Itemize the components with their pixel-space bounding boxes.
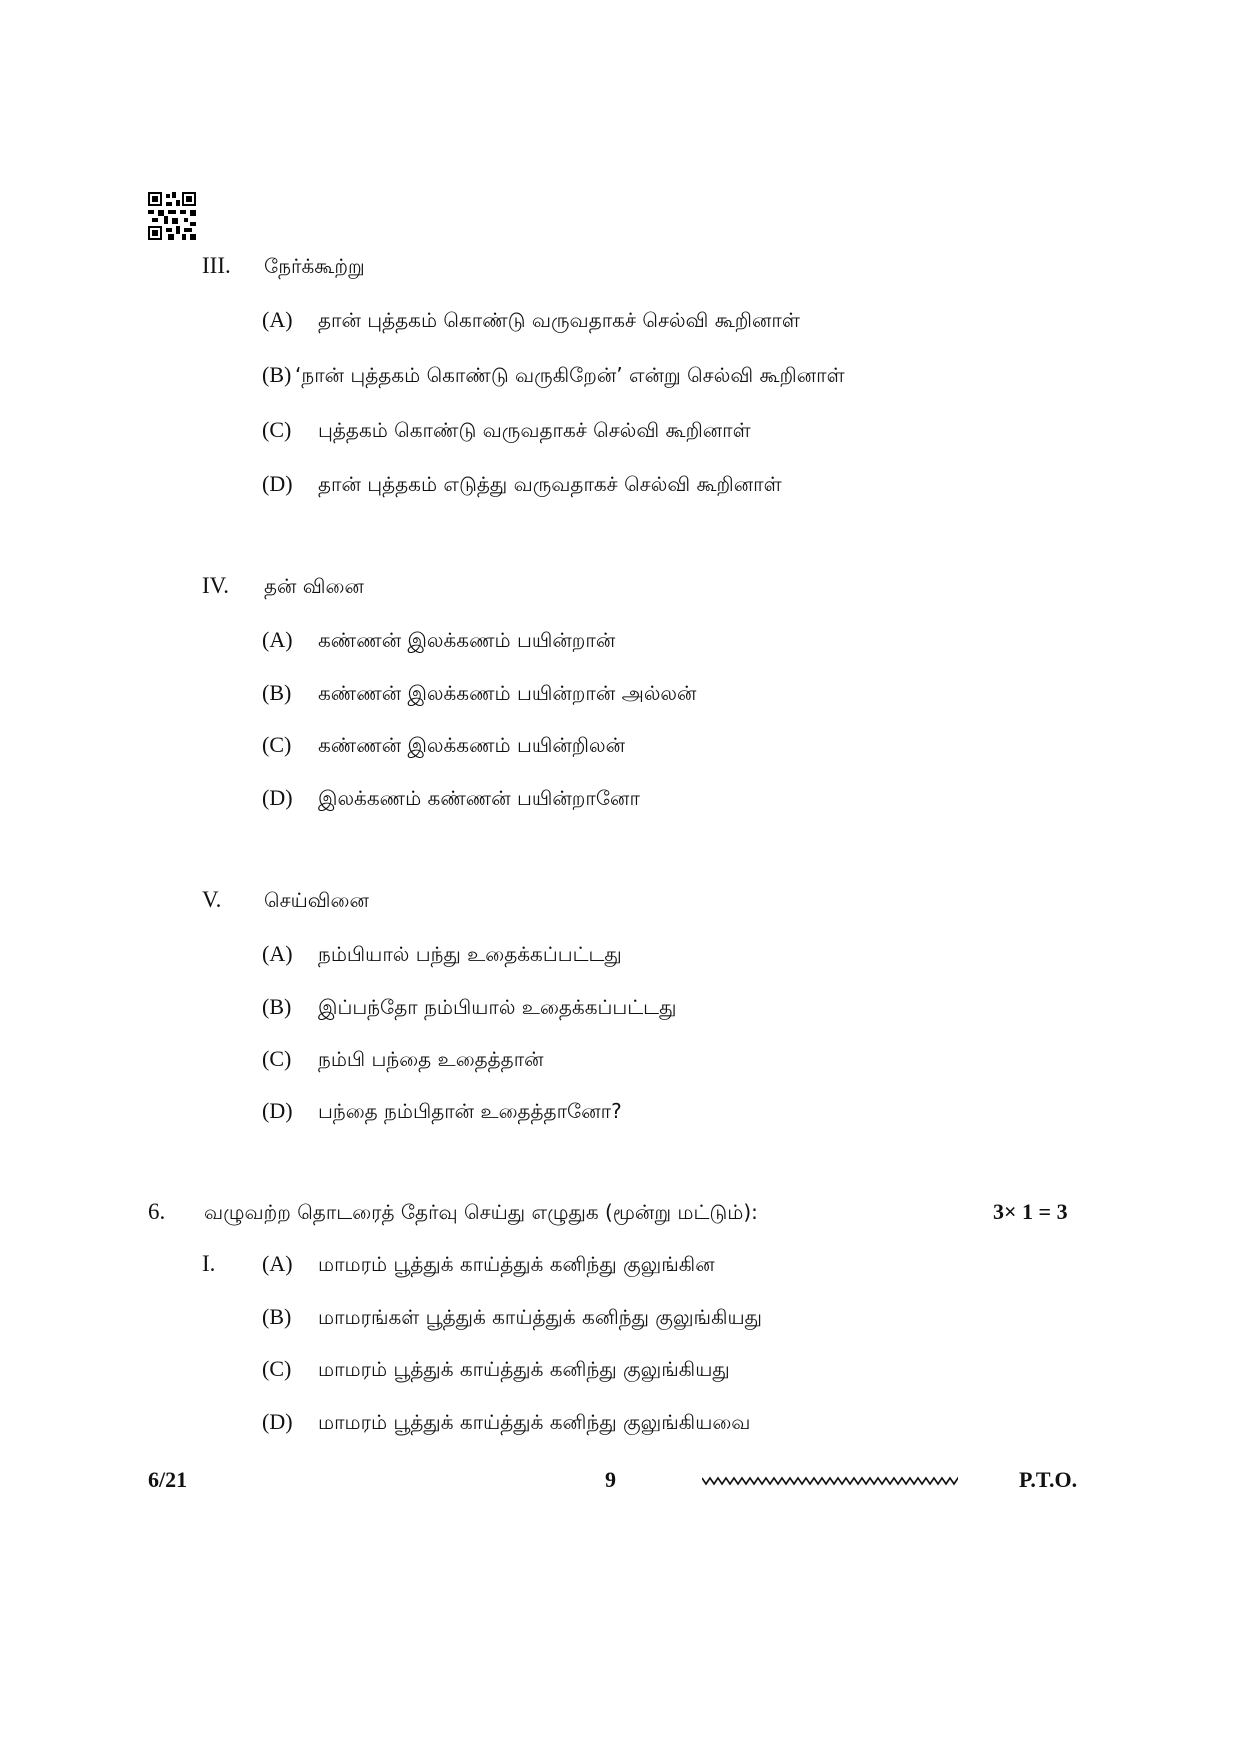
section-v-numeral: V.	[202, 887, 222, 912]
section-iii-heading: நேர்க்கூற்று	[264, 254, 365, 278]
option-text: ‘நான் புத்தகம் கொண்டு வருகிறேன்’ என்று செல்வி கூறினாள்	[295, 363, 845, 387]
page-number: 9	[605, 1467, 616, 1492]
option-label: (D)	[262, 1098, 293, 1123]
paper-code: 6/21	[148, 1467, 188, 1492]
wavy-line-decoration	[702, 1474, 958, 1488]
option-label: (A)	[262, 1251, 293, 1276]
option-label: (B)	[262, 362, 292, 387]
qr-code-icon	[148, 192, 196, 240]
option-text: மாமரம் பூத்துக் காய்த்துக் கனிந்து குலுங்கியது	[318, 1357, 730, 1381]
question-marks: 3× 1 = 3	[993, 1199, 1068, 1224]
option-label: (C)	[262, 732, 292, 757]
option-label: (B)	[262, 680, 292, 705]
pto-label: P.T.O.	[1019, 1467, 1078, 1492]
option-text: மாமரம் பூத்துக் காய்த்துக் கனிந்து குலுங்கின	[318, 1252, 715, 1276]
question-number: 6.	[148, 1199, 166, 1224]
option-label: (C)	[262, 1356, 292, 1381]
option-text: கண்ணன் இலக்கணம் பயின்றான்	[318, 628, 616, 652]
option-text: இலக்கணம் கண்ணன் பயின்றானோ	[318, 786, 640, 810]
option-label: (B)	[262, 994, 292, 1019]
section-iv-heading: தன் வினை	[264, 574, 364, 598]
option-label: (C)	[262, 1046, 292, 1071]
option-text: பந்தை நம்பிதான் உதைத்தானோ?	[318, 1099, 622, 1123]
option-text: கண்ணன் இலக்கணம் பயின்றான் அல்லன்	[318, 681, 697, 705]
option-label: (D)	[262, 785, 293, 810]
option-label: (C)	[262, 417, 292, 442]
option-label: (B)	[262, 1304, 292, 1329]
sub-question-numeral: I.	[202, 1251, 216, 1276]
section-iii-numeral: III.	[202, 253, 231, 278]
option-text: தான் புத்தகம் எடுத்து வருவதாகச் செல்வி கூறினாள்	[318, 472, 782, 496]
option-text: தான் புத்தகம் கொண்டு வருவதாகச் செல்வி கூறினாள்	[318, 308, 800, 332]
option-label: (D)	[262, 471, 293, 496]
option-text: நம்பியால் பந்து உதைக்கப்பட்டது	[318, 942, 622, 966]
option-text: இப்பந்தோ நம்பியால் உதைக்கப்பட்டது	[318, 995, 677, 1019]
option-text: புத்தகம் கொண்டு வருவதாகச் செல்வி கூறினாள்	[318, 418, 751, 442]
option-label: (D)	[262, 1409, 293, 1434]
option-text: கண்ணன் இலக்கணம் பயின்றிலன்	[318, 733, 625, 757]
option-text: நம்பி பந்தை உதைத்தான்	[318, 1047, 544, 1071]
option-label: (A)	[262, 941, 293, 966]
section-v-heading: செய்வினை	[264, 888, 369, 912]
option-label: (A)	[262, 307, 293, 332]
option-text: மாமரம் பூத்துக் காய்த்துக் கனிந்து குலுங்கியவை	[318, 1410, 751, 1434]
question-prompt: வழுவற்ற தொடரைத் தேர்வு செய்து எழுதுக (மூன்று மட்டும்):	[204, 1200, 758, 1224]
option-label: (A)	[262, 627, 293, 652]
option-text: மாமரங்கள் பூத்துக் காய்த்துக் கனிந்து குலுங்கியது	[318, 1305, 762, 1329]
section-iv-numeral: IV.	[202, 573, 230, 598]
